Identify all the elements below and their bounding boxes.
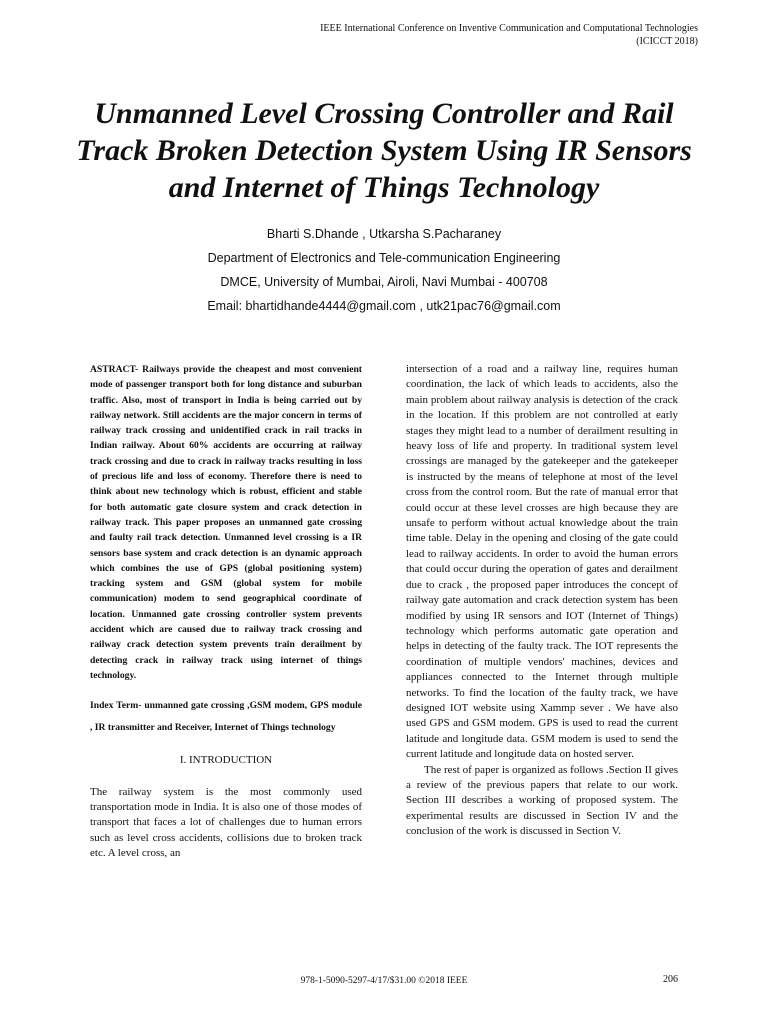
index-terms: Index Term- unmanned gate crossing ,GSM modem, GPS module , IR transmitter and Receiver, Internet of Things technology (90, 700, 362, 734)
conference-header (278, 22, 698, 48)
author-block (0, 222, 768, 318)
affiliation-university: DMCE, University of Mumbai, Airoli, Navi Mumbai - 400708 (220, 275, 548, 289)
page-number: 206 (663, 974, 678, 985)
conference-acronym: (ICICCT 2018) (636, 36, 698, 47)
abstract: ASTRACT- Railways provide the cheapest and most convenient mode of passenger transport both for long distance and suburban traffic. Also, most of transport in India is being carried out by railway network. Still accidents are the major concern in terms of railway track crossing and unidentified crack in rail tracks in Indian railway. About 60% accidents are occurring at railway track crossing and due to crack in railway tracks resulting in loss of precious life and loss of economy. Therefore there is need to think about new technology which is robust, efficient and stable for both automatic gate closure system and crack detection in railway track. This paper proposes an unmanned gate crossing and faulty rail track detection. Unmanned level crossing is a IR sensors base system and crack detection is an dynamic approach which combines the use of GPS (global positioning system) tracking system and GSM (global system for mobile communication) modem to send geographical coordinate of location. Unmanned gate crossing controller system prevents accident which are caused due to railway track crossing and railway crack detection system prevents train derailment by detecting crack in railway track using internet of things technology. (90, 364, 362, 681)
paper-title: Unmanned Level Crossing Controller and Rail Track Broken Detection System Using IR Sensors and Internet of Things Technology (76, 97, 692, 204)
introduction-paragraph-right-1: intersection of a road and a railway line, requires human coordination, the lack of which leads to accidents, also the main problem about railway analysis is detection of the crack in the location. If this problem are not controlled at early stages they might lead to a number of derailment resulting in heavy loss of life and property. In traditional system level crossings are managed by the gatekeeper and the gatekeeper is instructed by the means of telephone at most of the level cross from the control room. But the rate of manual error that could occur at these level crosses are high because they are unsafe to perform without actual knowledge about the train time table. Delay in the opening and closing of the gate could lead to railway accidents. In order to avoid the human errors that could occur during the operation of gates and derailment due to crack , the proposed paper introduces the concept of railway gate automation and crack detection system has been modified by using IR sensors and IOT (Internet of Things) technology which performs automatic gate operation and helps in detecting of the faulty track. The IOT represents the coordination of multiple vendors' machines, devices and appliances connected to the Internet through multiple networks. To find the location of the faulty track, we have designed IOT website using Xammp sever . We have also used GPS and GSM modem. GPS is used to read the current latitude and longitude data. GSM modem is used to send the current latitude and longitude data on hosted server. (406, 363, 678, 761)
author-emails: Email: bhartidhande4444@gmail.com , utk21pac76@gmail.com (207, 299, 561, 313)
affiliation-department: Department of Electronics and Tele-communication Engineering (207, 251, 561, 265)
left-column (90, 362, 362, 862)
footer-copyright: 978-1-5090-5297-4/17/$31.00 ©2018 IEEE (300, 976, 468, 986)
introduction-paragraph-right-2: The rest of paper is organized as follows .Section II gives a review of the previous papers that relate to our work. Section III describes a working of proposed system. The experimental results are discussed in Section IV and the conclusion of the work is discussed in Section V. (406, 763, 678, 838)
introduction-paragraph-left: The railway system is the most commonly used transportation mode in India. It is also one of those modes of transport that faces a lot of challenges due to human errors such as level cross accidents, collisions due to broken track etc. A level cross, an (90, 785, 362, 860)
conference-name: IEEE International Conference on Inventive Communication and Computational Technologies (320, 23, 698, 34)
right-column (406, 362, 678, 840)
section-heading-introduction: I. INTRODUCTION (179, 754, 273, 767)
author-names: Bharti S.Dhande , Utkarsha S.Pacharaney (266, 227, 502, 241)
